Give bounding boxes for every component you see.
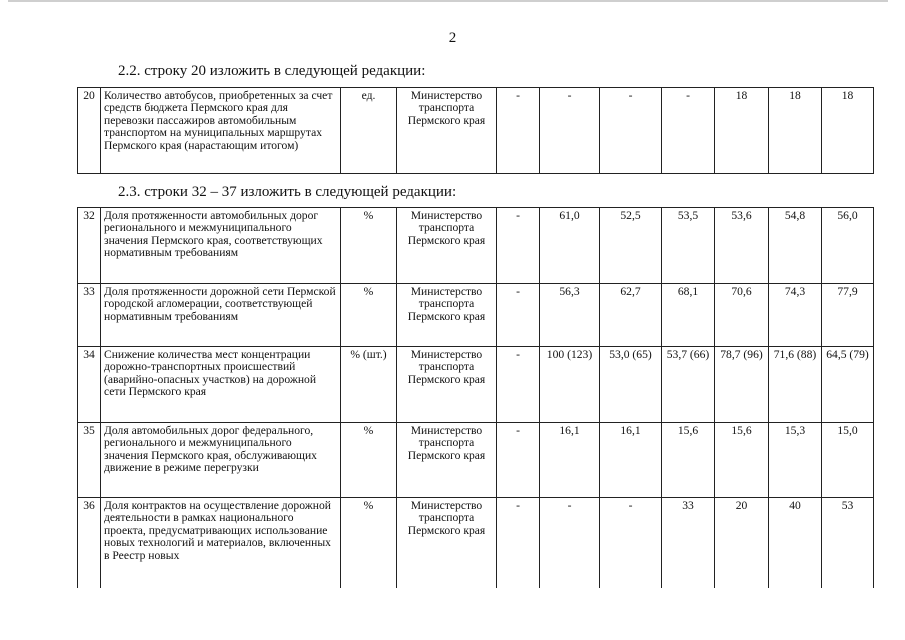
value-cell: 20 bbox=[715, 498, 769, 588]
unit-cell: % (шт.) bbox=[341, 347, 397, 423]
table-rows-32-37 bbox=[77, 207, 874, 588]
unit-cell: % bbox=[341, 498, 397, 588]
responsible-cell: Министерство транспорта Пермского края bbox=[397, 423, 497, 498]
value-cell: 56,3 bbox=[540, 284, 600, 347]
table-row bbox=[78, 284, 874, 347]
responsible-cell: Министерство транспорта Пермского края bbox=[397, 498, 497, 588]
unit-cell: ед. bbox=[341, 88, 397, 174]
value-cell: 33 bbox=[662, 498, 715, 588]
value-cell: 77,9 bbox=[822, 284, 874, 347]
row-number-cell: 34 bbox=[78, 347, 101, 423]
value-cell: 18 bbox=[769, 88, 822, 174]
row-number-cell: 20 bbox=[78, 88, 101, 174]
value-cell: 54,8 bbox=[769, 208, 822, 284]
indicator-name-cell: Доля протяженности дорожной сети Пермской городской агломерации, соответствующей нормативным требованиям bbox=[101, 284, 341, 347]
value-cell: - bbox=[540, 498, 600, 588]
value-cell: - bbox=[540, 88, 600, 174]
value-cell: 53,7 (66) bbox=[662, 347, 715, 423]
value-cell: 61,0 bbox=[540, 208, 600, 284]
value-cell: - bbox=[600, 498, 662, 588]
row-number-cell: 33 bbox=[78, 284, 101, 347]
value-cell: - bbox=[497, 423, 540, 498]
table-row bbox=[78, 498, 874, 588]
value-cell: - bbox=[497, 88, 540, 174]
indicator-name-cell: Доля контрактов на осуществление дорожной деятельности в рамках национального проекта, предусматривающих использование новых технологий и материалов, включенных в Реестр новых bbox=[101, 498, 341, 588]
value-cell: 74,3 bbox=[769, 284, 822, 347]
value-cell: 52,5 bbox=[600, 208, 662, 284]
value-cell: 62,7 bbox=[600, 284, 662, 347]
indicator-name-cell: Снижение количества мест концентрации дорожно-транспортных происшествий (аварийно-опасных участков) на дорожной сети Пермского края bbox=[101, 347, 341, 423]
row-number-cell: 32 bbox=[78, 208, 101, 284]
value-cell: - bbox=[497, 284, 540, 347]
value-cell: 78,7 (96) bbox=[715, 347, 769, 423]
value-cell: 64,5 (79) bbox=[822, 347, 874, 423]
indicator-name-cell: Доля протяженности автомобильных дорог регионального и межмуниципального значения Пермского края, соответствующих нормативным требованиям bbox=[101, 208, 341, 284]
value-cell: 56,0 bbox=[822, 208, 874, 284]
value-cell: 40 bbox=[769, 498, 822, 588]
table-row bbox=[78, 88, 874, 174]
value-cell: 16,1 bbox=[540, 423, 600, 498]
responsible-cell: Министерство транспорта Пермского края bbox=[397, 284, 497, 347]
row-number-cell: 35 bbox=[78, 423, 101, 498]
value-cell: 68,1 bbox=[662, 284, 715, 347]
responsible-cell: Министерство транспорта Пермского края bbox=[397, 88, 497, 174]
unit-cell: % bbox=[341, 423, 397, 498]
value-cell: - bbox=[497, 208, 540, 284]
responsible-cell: Министерство транспорта Пермского края bbox=[397, 347, 497, 423]
value-cell: 15,6 bbox=[715, 423, 769, 498]
indicator-name-cell: Доля автомобильных дорог федерального, регионального и межмуниципального значения Пермского края, обслуживающих движение в режиме перегрузки bbox=[101, 423, 341, 498]
top-rule bbox=[8, 0, 888, 2]
value-cell: 53 bbox=[822, 498, 874, 588]
table-row bbox=[78, 423, 874, 498]
value-cell: 71,6 (88) bbox=[769, 347, 822, 423]
table-row-20 bbox=[77, 87, 874, 174]
value-cell: - bbox=[497, 498, 540, 588]
responsible-cell: Министерство транспорта Пермского края bbox=[397, 208, 497, 284]
value-cell: - bbox=[600, 88, 662, 174]
value-cell: 15,6 bbox=[662, 423, 715, 498]
section-heading-2-2: 2.2. строку 20 изложить в следующей редакции: bbox=[118, 63, 426, 79]
row-number-cell: 36 bbox=[78, 498, 101, 588]
value-cell: - bbox=[497, 347, 540, 423]
table-row bbox=[78, 347, 874, 423]
value-cell: 16,1 bbox=[600, 423, 662, 498]
value-cell: 70,6 bbox=[715, 284, 769, 347]
page-number: 2 bbox=[448, 30, 457, 46]
table-row bbox=[78, 208, 874, 284]
value-cell: 18 bbox=[715, 88, 769, 174]
value-cell: 15,0 bbox=[822, 423, 874, 498]
section-heading-2-3: 2.3. строки 32 – 37 изложить в следующей редакции: bbox=[118, 184, 457, 200]
unit-cell: % bbox=[341, 208, 397, 284]
unit-cell: % bbox=[341, 284, 397, 347]
value-cell: 100 (123) bbox=[540, 347, 600, 423]
value-cell: 53,6 bbox=[715, 208, 769, 284]
indicator-name-cell: Количество автобусов, приобретенных за счет средств бюджета Пермского края для перевозки пассажиров автомобильным транспортом на муниципальных маршрутах Пермского края (нарастающим итогом) bbox=[101, 88, 341, 174]
value-cell: 18 bbox=[822, 88, 874, 174]
value-cell: 53,0 (65) bbox=[600, 347, 662, 423]
value-cell: 15,3 bbox=[769, 423, 822, 498]
value-cell: - bbox=[662, 88, 715, 174]
value-cell: 53,5 bbox=[662, 208, 715, 284]
